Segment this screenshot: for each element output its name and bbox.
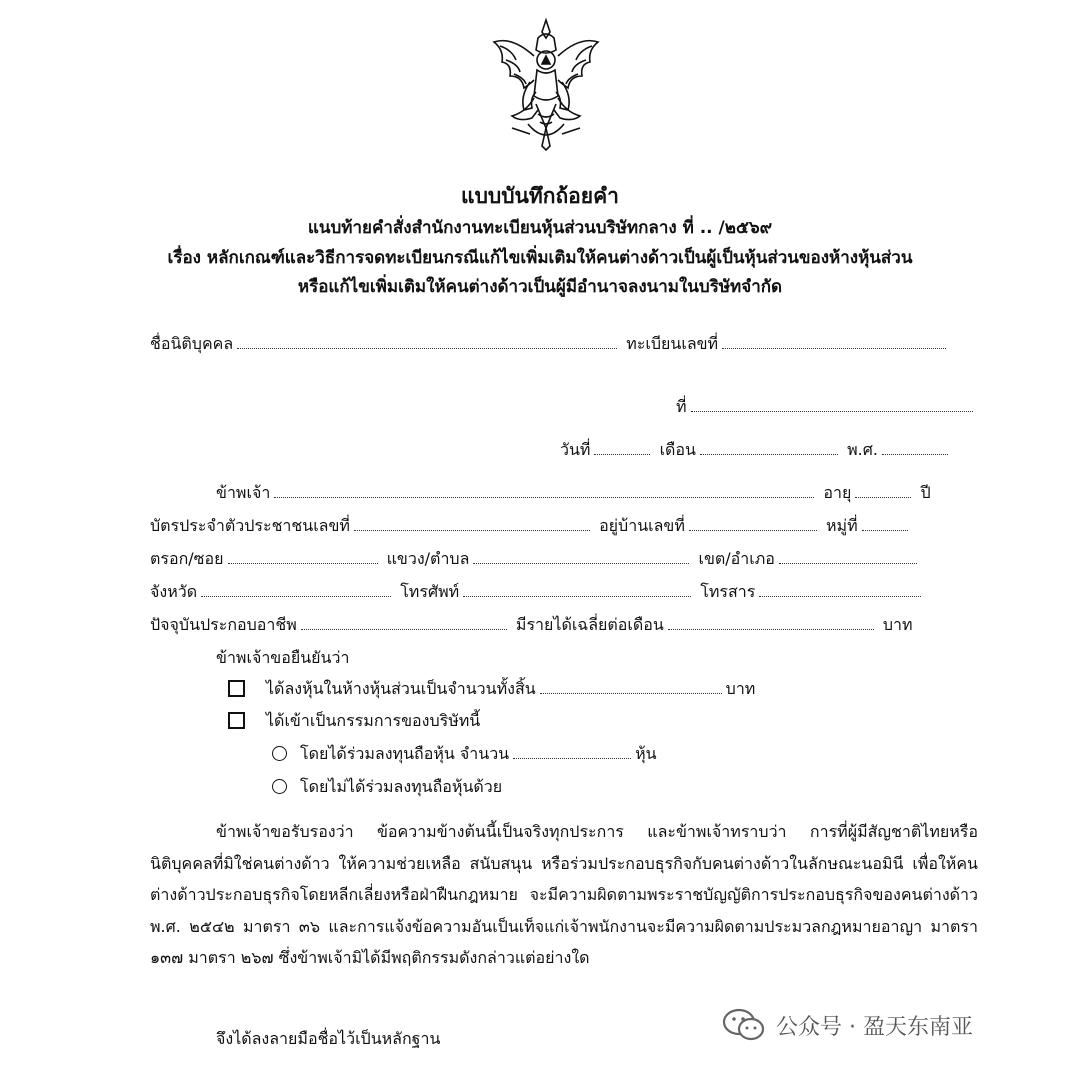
house-no-field[interactable] xyxy=(689,516,817,531)
occupation-field[interactable] xyxy=(301,615,507,630)
age-label: อายุ xyxy=(823,483,852,502)
reg-no-field[interactable] xyxy=(722,334,946,349)
director-checkbox[interactable] xyxy=(228,712,245,729)
occupation-row xyxy=(150,614,913,636)
id-card-field[interactable] xyxy=(354,516,590,531)
moo-label: หมู่ที่ xyxy=(825,516,858,535)
share-count-field[interactable] xyxy=(513,744,631,759)
occupation-label: ปัจจุบันประกอบอาชีพ xyxy=(150,615,297,634)
form-subject-cont: หรือแก้ไขเพิ่มเติมให้คนต่างด้าวเป็นผู้มีอำนาจลงนามในบริษัทจำกัด xyxy=(297,277,783,297)
khwaeng-label: แขวง/ตำบล xyxy=(386,549,470,568)
confirm-text: ข้าพเจ้าขอยืนยันว่า xyxy=(216,648,350,667)
person-name-field[interactable] xyxy=(274,483,814,498)
fax-label: โทรสาร xyxy=(700,582,756,601)
partner-checkbox[interactable] xyxy=(228,680,245,697)
fax-field[interactable] xyxy=(759,582,921,597)
shareholding-radio[interactable] xyxy=(272,746,287,761)
province-field[interactable] xyxy=(201,582,391,597)
income-label: มีรายได้เฉลี่ยต่อเดือน xyxy=(515,615,664,634)
house-no-label: อยู่บ้านเลขที่ xyxy=(599,516,685,535)
year-label: พ.ศ. xyxy=(847,440,878,459)
option1-unit: บาท xyxy=(725,679,756,698)
place-field[interactable] xyxy=(691,397,973,412)
juristic-name-label: ชื่อนิติบุคคล xyxy=(150,334,234,353)
phone-label: โทรศัพท์ xyxy=(400,582,460,601)
place-row xyxy=(676,396,977,418)
juristic-name-field[interactable] xyxy=(237,334,617,349)
khet-label: เขต/อำเภอ xyxy=(698,549,775,568)
option1-label: ได้ลงหุ้นในห้างหุ้นส่วนเป็นจำนวนทั้งสิ้น xyxy=(266,679,536,698)
juristic-row xyxy=(150,333,950,355)
sub2-label: โดยไม่ได้ร่วมลงทุนถือหุ้นด้วย xyxy=(300,777,503,796)
contact-row xyxy=(150,581,925,603)
date-field[interactable] xyxy=(594,440,650,455)
name-row xyxy=(216,482,931,504)
option2-label: ได้เข้าเป็นกรรมการของบริษัทนี้ xyxy=(266,711,481,730)
month-label: เดือน xyxy=(659,440,696,459)
declaration-text: ข้าพเจ้าขอรับรองว่า ข้อความข้างต้นนี้เป็นจริงทุกประการ และข้าพเจ้าทราบว่า การที่ผู้มีสัญชาติไทยหรือนิติบุคคลที่มิใช่คนต่างด้าว ให้ความช่วยเหลือ สนับสนุน หรือร่วมประกอบธุรกิจกับคนต่างด้าวในลักษณะนอมินี เพื่อให้คนต่างด้าวประกอบธุรกิจโดยหลีกเลี่ยงหรือฝ่าฝืนกฎหมาย จะมีความผิดตามพระราชบัญญัติการประกอบธุรกิจของคนต่างด้าว พ.ศ. ๒๕๔๒ มาตรา ๓๖ และการแจ้งข้อความอันเป็นเท็จแก่เจ้าพนักงานจะมีความผิดตามประมวลกฎหมายอาญา มาตรา ๑๓๗ มาตรา ๒๖๗ ซึ่งข้าพเจ้ามิได้มีพฤติกรรมดังกล่าวแต่อย่างใด xyxy=(150,822,978,967)
moo-field[interactable] xyxy=(862,516,908,531)
form-subject: เรื่อง หลักเกณฑ์และวิธีการจดทะเบียนกรณีแก้ไขเพิ่มเติมให้คนต่างด้าวเป็นผู้เป็นหุ้นส่วนของห้างหุ้นส่วน xyxy=(167,248,913,268)
wechat-icon xyxy=(722,1008,766,1042)
phone-field[interactable] xyxy=(463,582,691,597)
sub1-row xyxy=(300,743,657,765)
watermark-text: 公众号 · 盈天东南亚 xyxy=(776,1014,973,1040)
watermark xyxy=(722,1008,973,1042)
i-am-label: ข้าพเจ้า xyxy=(216,483,271,502)
place-label: ที่ xyxy=(676,397,687,416)
date-row xyxy=(560,439,952,461)
no-shareholding-radio[interactable] xyxy=(272,779,287,794)
date-label: วันที่ xyxy=(560,440,591,459)
baht-label: บาท xyxy=(882,615,913,634)
reg-no-label: ทะเบียนเลขที่ xyxy=(626,334,719,353)
soi-label: ตรอก/ซอย xyxy=(150,549,224,568)
address-row xyxy=(150,548,921,570)
income-field[interactable] xyxy=(668,615,874,630)
investment-amount-field[interactable] xyxy=(540,679,722,694)
sub1-label: โดยได้ร่วมลงทุนถือหุ้น จำนวน xyxy=(300,744,510,763)
month-field[interactable] xyxy=(700,440,838,455)
sub1-unit: หุ้น xyxy=(635,744,657,763)
id-card-label: บัตรประจำตัวประชาชนเลขที่ xyxy=(150,516,350,535)
khwaeng-field[interactable] xyxy=(473,549,689,564)
year-unit-label: ปี xyxy=(920,483,931,502)
form-title: แบบบันทึกถ้อยคำ xyxy=(461,184,619,208)
form-subtitle: แนบท้ายคำสั่งสำนักงานทะเบียนหุ้นส่วนบริษัทกลาง ที่ .. /๒๕๖๙ xyxy=(307,218,773,238)
year-field[interactable] xyxy=(882,440,948,455)
option1-row xyxy=(266,678,755,700)
id-row xyxy=(150,515,912,537)
garuda-emblem-icon xyxy=(486,16,606,152)
province-label: จังหวัด xyxy=(150,582,198,601)
age-field[interactable] xyxy=(855,483,911,498)
declaration-paragraph xyxy=(150,816,978,974)
signoff-text: จึงได้ลงลายมือชื่อไว้เป็นหลักฐาน xyxy=(216,1029,441,1048)
soi-field[interactable] xyxy=(228,549,378,564)
khet-field[interactable] xyxy=(779,549,917,564)
